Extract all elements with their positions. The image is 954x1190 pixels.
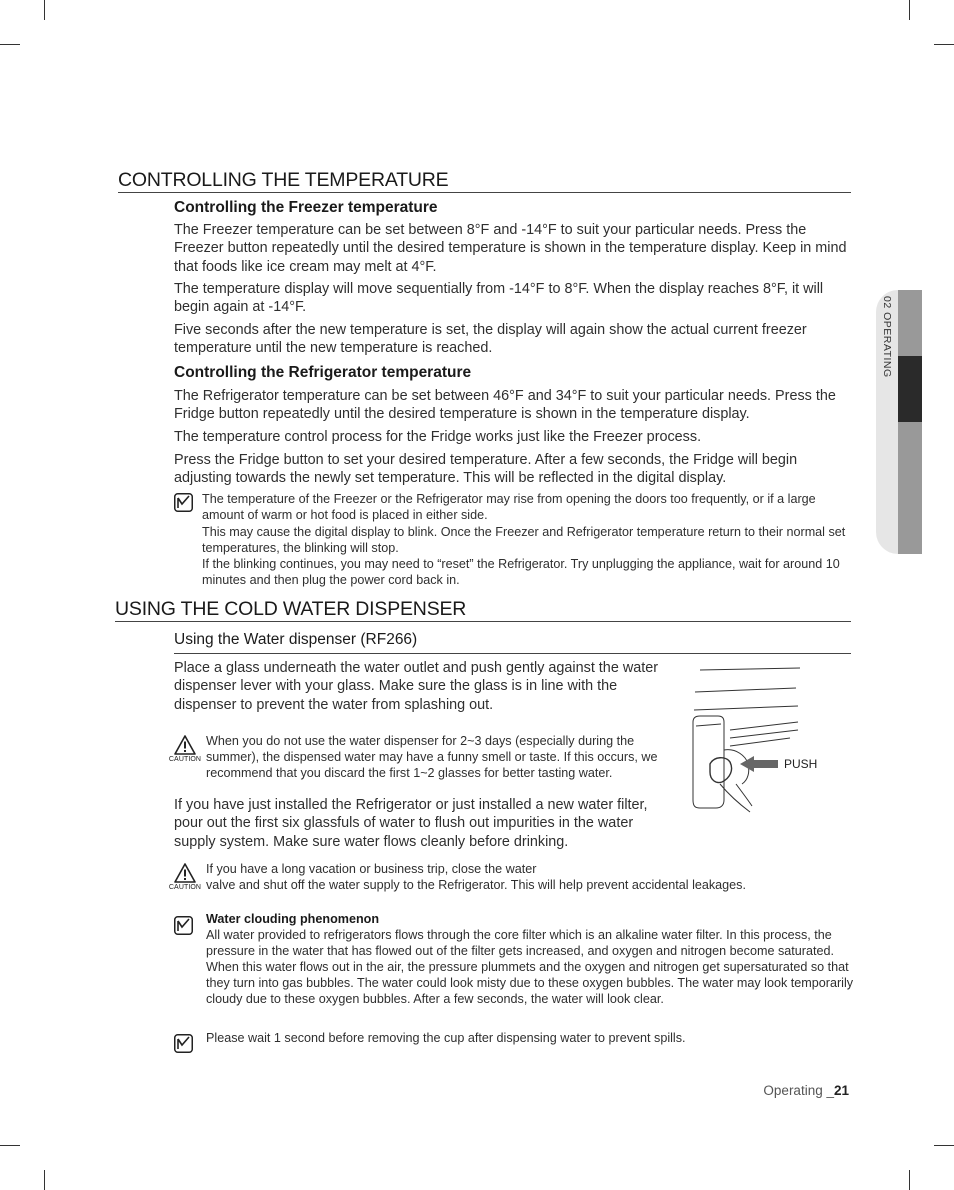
note-check-icon — [174, 1034, 193, 1053]
heading-freezer: Controlling the Freezer temperature — [174, 199, 438, 216]
caution-text-1: When you do not use the water dispenser for 2~3 days (especially during the summer), the dispensed water may have a funny smell or taste. If this occurs, we recommend that you discard the first 1~2 glasses for better tasting water. — [206, 734, 658, 780]
page-footer — [763, 1083, 849, 1098]
freezer-paragraph-2: The temperature display will move sequentially from -14°F to 8°F. When the display reaches 8°F, it will begin again at -14°F. — [174, 281, 824, 316]
note-check-icon — [174, 493, 193, 512]
section-title-temperature: CONTROLLING THE TEMPERATURE — [118, 169, 851, 193]
side-tab-label: 02 OPERATING — [881, 296, 893, 378]
temperature-note-1: The temperature of the Freezer or the Refrigerator may rise from opening the doors too frequently, or if a large amount of warm or hot food is placed in either side. — [202, 492, 816, 522]
fridge-paragraph-1: The Refrigerator temperature can be set between 46°F and 34°F to suit your particular needs. Press the Fridge button repeatedly until the desired temperature is shown in the temperature display. — [174, 388, 836, 423]
caution-text-2-line-2: valve and shut off the water supply to the Refrigerator. This will help prevent accidental leakages. — [206, 878, 746, 892]
push-label: PUSH — [784, 757, 818, 771]
footer-section: Operating _ — [763, 1083, 834, 1098]
crop-mark — [0, 1145, 20, 1146]
caution-text-2 — [206, 861, 854, 893]
heading-fridge: Controlling the Refrigerator temperature — [174, 364, 472, 381]
crop-mark — [44, 0, 45, 20]
temperature-note-2: This may cause the digital display to blink. Once the Freezer and Refrigerator temperature return to their normal set temperatures, the blinking will stop. — [202, 525, 846, 555]
crop-mark — [0, 44, 20, 45]
water-paragraph-1: Place a glass underneath the water outlet and push gently against the water dispenser lever with your glass. Make sure the glass is in line with the dispenser to prevent the water from splashing out. — [174, 660, 659, 713]
caution-label: CAUTION — [168, 756, 202, 763]
temperature-note-3: If the blinking continues, you may need to “reset” the Refrigerator. Try unplugging the appliance, wait for around 10 minutes and then plug the power cord back in. — [202, 557, 840, 587]
fridge-paragraph-2: The temperature control process for the Fridge works just like the Freezer process. — [174, 429, 702, 445]
last-note: Please wait 1 second before removing the cup after dispensing water to prevent spills. — [206, 1031, 686, 1045]
freezer-paragraph-1: The Freezer temperature can be set between 8°F and -14°F to suit your particular needs. Press the Freezer button repeatedly until the desired temperature is shown in the temperature display. Keep in mind that foods like ice cream may melt at 4°F. — [174, 222, 847, 275]
crop-mark — [909, 1170, 910, 1190]
caution-triangle-icon — [168, 862, 202, 894]
heading-rule — [174, 653, 851, 654]
caution-triangle-icon — [168, 734, 202, 766]
crop-mark — [934, 44, 954, 45]
water-clouding-title: Water clouding phenomenon — [206, 912, 380, 926]
side-tab-bar — [898, 290, 922, 356]
crop-mark — [909, 0, 910, 20]
water-clouding-note — [206, 911, 854, 1007]
water-clouding-text: All water provided to refrigerators flows through the core filter which is an alkaline water filter. In this process, the pressure in the water that has flowed out of the filter gets increased, and oxygen and nitrogen become saturated. When this water flows out in the air, the pressure plummets and the oxygen and nitrogen get supersaturated so that they turn into gas bubbles. The water could look misty due to these oxygen bubbles. The water may look temporarily cloudy due to these oxygen bubbles. After a few seconds, the water will look clear. — [206, 928, 854, 1006]
crop-mark — [44, 1170, 45, 1190]
water-paragraph-2: If you have just installed the Refrigerator or just installed a new water filter, pour out the first six glassfuls of water to flush out impurities in the water supply system. Make sure water flows cleanly before drinking. — [174, 797, 648, 850]
side-tab-bar — [898, 422, 922, 554]
caution-text-2-line-1: If you have a long vacation or business trip, close the water — [206, 862, 537, 876]
fridge-paragraph-3: Press the Fridge button to set your desired temperature. After a few seconds, the Fridge will begin adjusting towards the newly set temperature. This will be reflected in the digital display. — [174, 452, 798, 487]
freezer-paragraph-3: Five seconds after the new temperature is set, the display will again show the actual current freezer temperature until the new temperature is reached. — [174, 322, 807, 357]
caution-label: CAUTION — [168, 884, 202, 891]
crop-mark — [934, 1145, 954, 1146]
side-tab-bar-active — [898, 356, 922, 422]
water-dispenser-illustration — [690, 660, 850, 815]
heading-water-dispenser: Using the Water dispenser (RF266) — [174, 631, 418, 648]
page-number: 21 — [833, 1083, 849, 1098]
section-title-water: USING THE COLD WATER DISPENSER — [115, 598, 851, 622]
note-check-icon — [174, 916, 193, 935]
